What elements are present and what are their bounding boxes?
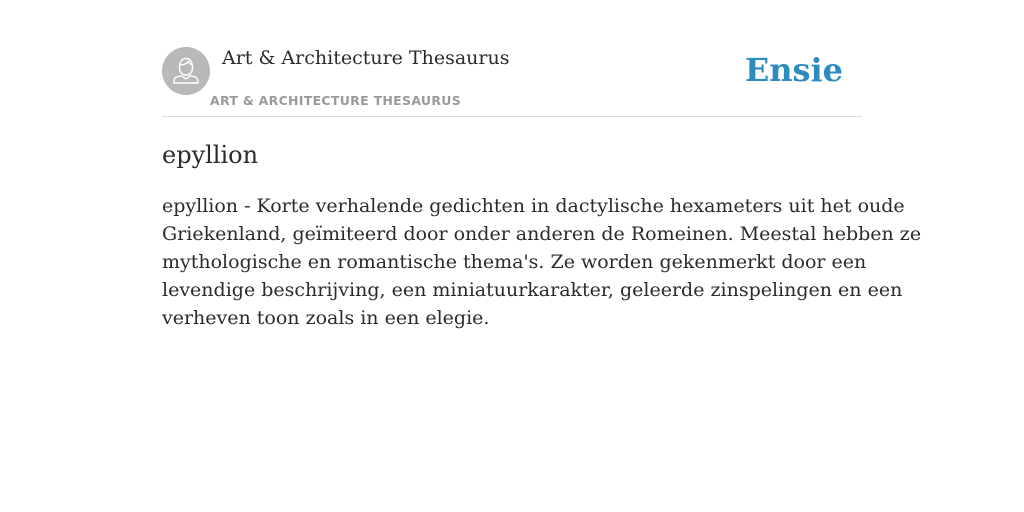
source-label[interactable]: ART & ARCHITECTURE THESAURUS [210, 93, 462, 108]
entry-body [162, 192, 922, 332]
user-silhouette-icon [162, 47, 210, 95]
entry-body-line: verheven toon zoals in een elegie. [162, 307, 490, 329]
author-name[interactable]: Art & Architecture Thesaurus [222, 47, 510, 69]
entry-body-line: levendige beschrijving, een miniatuurkarakter, geleerde zinspelingen en een [162, 279, 903, 301]
avatar[interactable] [162, 47, 210, 95]
entry-card [162, 0, 922, 512]
entry-title: epyllion [162, 141, 259, 169]
entry-header [162, 0, 862, 117]
entry-body-line: Griekenland, geïmiteerd door onder anderen de Romeinen. Meestal hebben ze [162, 223, 922, 245]
entry-body-line: epyllion - Korte verhalende gedichten in dactylische hexameters uit het oude [162, 195, 905, 217]
entry-body-line: mythologische en romantische thema's. Ze worden gekenmerkt door een [162, 251, 867, 273]
brand-logo[interactable]: Ensie [744, 51, 843, 89]
